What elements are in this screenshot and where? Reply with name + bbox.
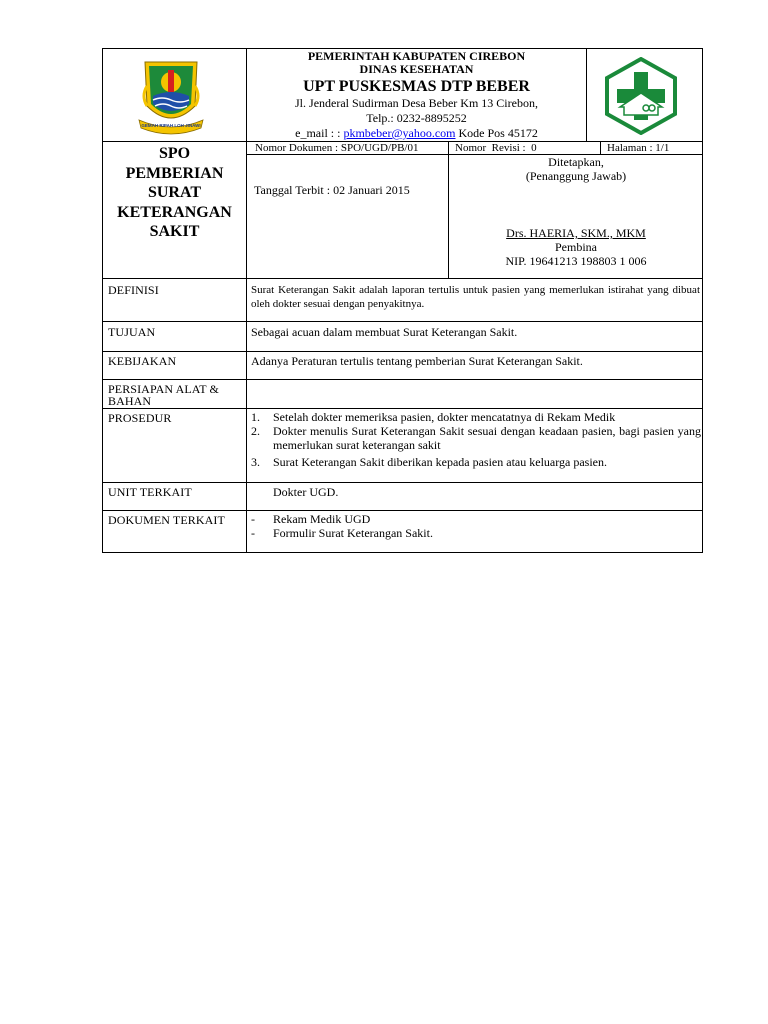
item-text: Dokter menulis Surat Keterangan Sakit sesuai dengan keadaan pasien, bagi pasien yang memerlukan surat keterangan sakit — [273, 424, 701, 452]
unit-text: Dokter UGD. — [273, 485, 339, 499]
title-line: SAKIT — [149, 223, 200, 240]
item-text: Setelah dokter memeriksa pasien, dokter mencatatnya di Rekam Medik — [273, 410, 616, 424]
list-item — [251, 526, 701, 540]
item-text: Rekam Medik UGD — [273, 512, 371, 526]
prosedur-label: PROSEDUR — [108, 411, 172, 425]
tujuan-text: Sebagai acuan dalam membuat Surat Keterangan Sakit. — [251, 325, 518, 339]
list-item — [251, 424, 701, 452]
divider — [103, 379, 703, 380]
item-number: 3. — [251, 455, 260, 469]
divider — [586, 49, 587, 141]
signer-rank: Pembina — [555, 240, 597, 254]
item-number: 2. — [251, 424, 260, 438]
prosedur-list — [251, 410, 701, 469]
list-item — [251, 455, 701, 469]
doc-number: Nomor Dokumen : SPO/UGD/PB/01 — [255, 142, 419, 154]
tujuan-label: TUJUAN — [108, 325, 156, 339]
phone: Telp.: 0232-8895252 — [366, 111, 467, 125]
email-line — [247, 126, 586, 141]
dept-line: DINAS KESEHATAN — [359, 62, 474, 76]
kebijakan-text: Adanya Peraturan tertulis tentang pemberian Surat Keterangan Sakit. — [251, 354, 583, 368]
definisi-label: DEFINISI — [108, 283, 159, 297]
signer-name: Drs. HAERIA, SKM., MKM — [506, 226, 646, 240]
list-item — [251, 512, 701, 526]
persiapan-label: BAHAN — [108, 394, 152, 408]
divider — [103, 351, 703, 352]
divider — [103, 321, 703, 322]
dokumen-list — [251, 512, 701, 540]
cirebon-crest-logo — [135, 56, 207, 136]
postal-code: Kode Pos 45172 — [458, 126, 538, 140]
signer-nip: NIP. 19641213 198803 1 006 — [505, 254, 647, 268]
bullet: - — [251, 526, 255, 540]
crest-motto: GEMAH RIPAH LOH JINAWI — [141, 123, 201, 128]
title-line: PEMBERIAN — [125, 164, 224, 182]
divider — [103, 408, 703, 409]
title-line: KETERANGAN — [117, 203, 232, 221]
list-item — [251, 410, 701, 424]
title-line: SPO — [158, 145, 191, 162]
spo-document — [102, 48, 703, 553]
email-label: e_mail : : — [295, 126, 341, 140]
unit-label: UNIT TERKAIT — [108, 485, 192, 499]
item-text: Surat Keterangan Sakit diberikan kepada pasien atau keluarga pasien. — [273, 455, 607, 469]
address: Jl. Jenderal Sudirman Desa Beber Km 13 Cirebon, — [295, 96, 538, 110]
dokumen-label: DOKUMEN TERKAIT — [108, 513, 225, 527]
divider — [103, 482, 703, 483]
divider — [600, 141, 601, 155]
item-text: Formulir Surat Keterangan Sakit. — [273, 526, 433, 540]
page-number: Halaman : 1/1 — [607, 142, 670, 154]
email-link[interactable]: pkmbeber@yahoo.com — [343, 126, 456, 140]
puskesmas-logo — [602, 57, 680, 135]
definisi-text: Surat Keterangan Sakit adalah laporan tertulis untuk pasien yang memerlukan istirahat yang dibuat oleh dokter sesuai dengan penyakitnya. — [251, 284, 700, 310]
divider — [103, 278, 703, 279]
persiapan-label: PERSIAPAN ALAT & — [108, 382, 219, 396]
issue-date: Tanggal Terbit : 02 Januari 2015 — [254, 183, 410, 197]
item-number: 1. — [251, 410, 260, 424]
gov-line: PEMERINTAH KABUPATEN CIREBON — [307, 49, 526, 63]
revision-number: Nomor Revisi : 0 — [455, 142, 537, 154]
title-line: SURAT — [147, 184, 202, 201]
org-name: UPT PUSKESMAS DTP BEBER — [303, 78, 530, 95]
bullet: - — [251, 512, 255, 526]
responsible-label: (Penanggung Jawab) — [525, 169, 627, 183]
approved-label: Ditetapkan, — [548, 155, 604, 169]
kebijakan-label: KEBIJAKAN — [108, 354, 177, 368]
divider — [103, 510, 703, 511]
